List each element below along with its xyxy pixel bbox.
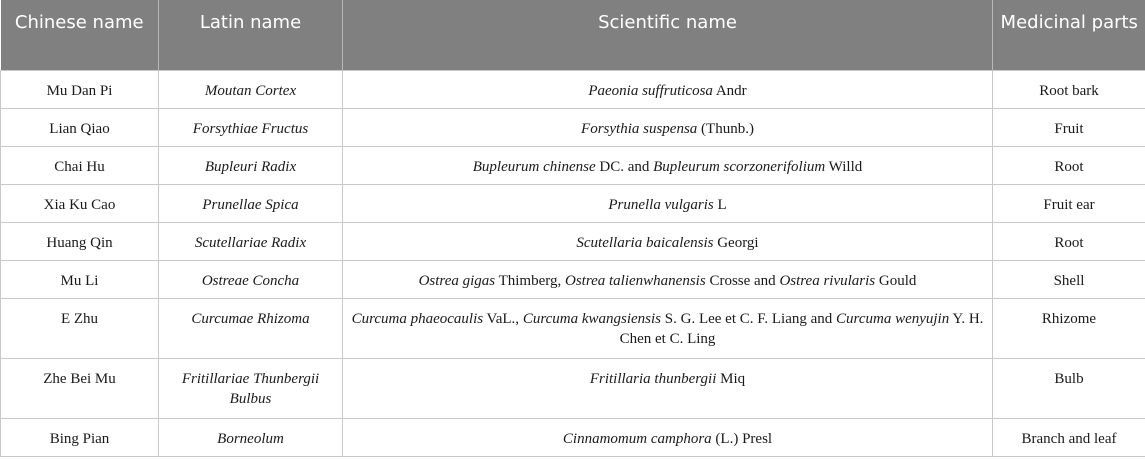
header-row xyxy=(1,0,1145,70)
cell-scientific-name xyxy=(343,108,993,146)
cell-chinese-name: E Zhu xyxy=(1,298,159,358)
species-name: Curcuma phaeocaulis xyxy=(351,310,484,327)
authority-text: (L.) Presl xyxy=(711,430,773,447)
cell-chinese-name: Huang Qin xyxy=(1,222,159,260)
species-name: Ostrea rivularis xyxy=(779,272,876,289)
header-scientific-name: Scientific name xyxy=(343,0,993,70)
cell-scientific-name xyxy=(343,298,993,358)
cell-medicinal-part: Root bark xyxy=(993,70,1145,108)
cell-latin-name: Bupleuri Radix xyxy=(159,146,343,184)
authority-text: Gould xyxy=(875,272,917,289)
cell-latin-name: Curcumae Rhizoma xyxy=(159,298,343,358)
cell-scientific-name xyxy=(343,222,993,260)
header-latin-name: Latin name xyxy=(159,0,343,70)
table-row xyxy=(1,108,1145,146)
cell-latin-name: Borneolum xyxy=(159,418,343,456)
species-name: Forsythia suspensa xyxy=(581,120,698,137)
authority-text: Andr xyxy=(712,82,747,99)
authority-text: Y. H. Chen et C. Ling xyxy=(619,310,984,347)
species-name: Cinnamomum camphora xyxy=(562,430,712,447)
authority-text: Crosse and xyxy=(705,272,780,289)
table-row xyxy=(1,70,1145,108)
authority-text: Georgi xyxy=(713,234,759,251)
table-row xyxy=(1,358,1145,418)
cell-scientific-name xyxy=(343,184,993,222)
cell-chinese-name: Mu Dan Pi xyxy=(1,70,159,108)
cell-latin-name: Forsythiae Fructus xyxy=(159,108,343,146)
cell-latin-name: Prunellae Spica xyxy=(159,184,343,222)
cell-latin-name: Ostreae Concha xyxy=(159,260,343,298)
cell-scientific-name xyxy=(343,418,993,456)
table-row xyxy=(1,260,1145,298)
species-name: Paeonia suffruticosa xyxy=(588,82,713,99)
cell-medicinal-part: Fruit ear xyxy=(993,184,1145,222)
header-chinese-name: Chinese name xyxy=(1,0,159,70)
authority-text: L xyxy=(713,196,727,213)
authority-text: (Thunb.) xyxy=(697,120,754,137)
table-row xyxy=(1,184,1145,222)
species-name: Curcuma kwangsiensis xyxy=(522,310,662,327)
cell-medicinal-part: Fruit xyxy=(993,108,1145,146)
cell-chinese-name: Lian Qiao xyxy=(1,108,159,146)
species-name: Prunella vulgaris xyxy=(608,196,714,213)
species-name: Curcuma wenyujin xyxy=(836,310,950,327)
table-row xyxy=(1,222,1145,260)
cell-medicinal-part: Root xyxy=(993,146,1145,184)
authority-text: Willd xyxy=(825,158,863,175)
cell-medicinal-part: Bulb xyxy=(993,358,1145,418)
species-name: Bupleurum chinense xyxy=(472,158,596,175)
authority-text: DC. and xyxy=(595,158,654,175)
cell-medicinal-part: Branch and leaf xyxy=(993,418,1145,456)
cell-scientific-name xyxy=(343,260,993,298)
cell-scientific-name xyxy=(343,146,993,184)
cell-chinese-name: Mu Li xyxy=(1,260,159,298)
cell-chinese-name: Bing Pian xyxy=(1,418,159,456)
header-medicinal-parts: Medicinal parts xyxy=(993,0,1145,70)
cell-medicinal-part: Root xyxy=(993,222,1145,260)
authority-text: S. G. Lee et C. F. Liang and xyxy=(661,310,837,327)
cell-scientific-name xyxy=(343,358,993,418)
table-row xyxy=(1,418,1145,456)
species-name: Ostrea talienwhanensis xyxy=(564,272,706,289)
cell-chinese-name: Chai Hu xyxy=(1,146,159,184)
authority-text: Thimberg, xyxy=(495,272,565,289)
cell-medicinal-part: Rhizome xyxy=(993,298,1145,358)
cell-latin-name: Moutan Cortex xyxy=(159,70,343,108)
table-row xyxy=(1,146,1145,184)
species-name: Bupleurum scorzonerifolium xyxy=(653,158,826,175)
species-name: Scutellaria baicalensis xyxy=(576,234,714,251)
cell-chinese-name: Zhe Bei Mu xyxy=(1,358,159,418)
cell-medicinal-part: Shell xyxy=(993,260,1145,298)
cell-chinese-name: Xia Ku Cao xyxy=(1,184,159,222)
cell-latin-name: Fritillariae Thunbergii Bulbus xyxy=(159,358,343,418)
cell-latin-name: Scutellariae Radix xyxy=(159,222,343,260)
authority-text: Miq xyxy=(716,370,746,387)
species-name: Ostrea gigas xyxy=(418,272,496,289)
authority-text: VaL., xyxy=(483,310,523,327)
table-row xyxy=(1,298,1145,358)
cell-scientific-name xyxy=(343,70,993,108)
species-name: Fritillaria thunbergii xyxy=(589,370,717,387)
